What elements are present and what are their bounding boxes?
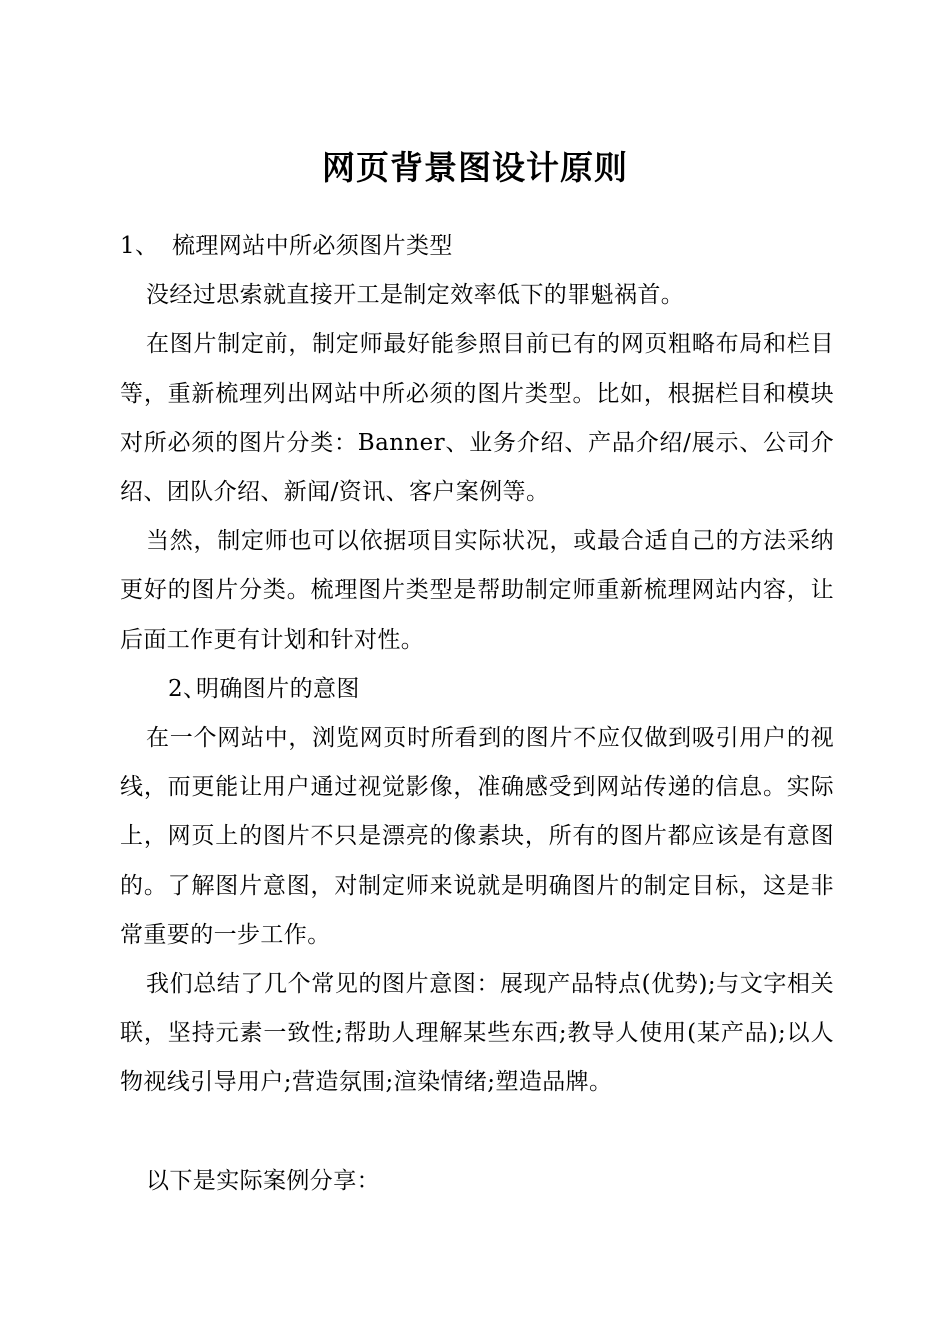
section-1-number: 1、	[120, 233, 159, 259]
section-1-heading-text: 梳理网站中所必须图片类型	[172, 233, 453, 259]
section-1-heading	[120, 222, 834, 271]
document-body	[120, 222, 834, 1206]
paragraph: 我们总结了几个常见的图片意图：展现产品特点(优势);与文字相关联，坚持元素一致性;帮助人理解某些东西;教导人使用(某产品);以人物视线引导用户;营造氛围;渲染情绪;塑造品牌。	[120, 971, 834, 1096]
paragraph: 在一个网站中，浏览网页时所看到的图片不应仅做到吸引用户的视线，而更能让用户通过视觉影像，准确感受到网站传递的信息。实际上，网页上的图片不只是漂亮的像素块，所有的图片都应该是有意图的。了解图片意图，对制定师来说就是明确图片的制定目标，这是非常重要的一步工作。	[120, 725, 834, 948]
paragraph: 当然，制定师也可以依据项目实际状况，或最合适自己的方法采纳更好的图片分类。梳理图片类型是帮助制定师重新梳理网站内容，让后面工作更有计划和针对性。	[120, 528, 834, 653]
section-2-heading	[120, 665, 834, 714]
closing-line: 以下是实际案例分享：	[146, 1167, 380, 1194]
paragraph: 在图片制定前，制定师最好能参照目前已有的网页粗略布局和栏目等，重新梳理列出网站中所必须的图片类型。比如，根据栏目和模块对所必须的图片分类：Banner、业务介绍、产品介绍/展示、公司介绍、团队介绍、新闻/资讯、客户案例等。	[120, 331, 834, 506]
section-2-number: 2、	[168, 675, 207, 702]
section-2-heading-text: 明确图片的意图	[196, 675, 360, 702]
blank-line	[120, 1108, 834, 1157]
page-title: 网页背景图设计原则	[322, 148, 628, 187]
paragraph: 没经过思索就直接开工是制定效率低下的罪魁祸首。	[146, 282, 685, 309]
